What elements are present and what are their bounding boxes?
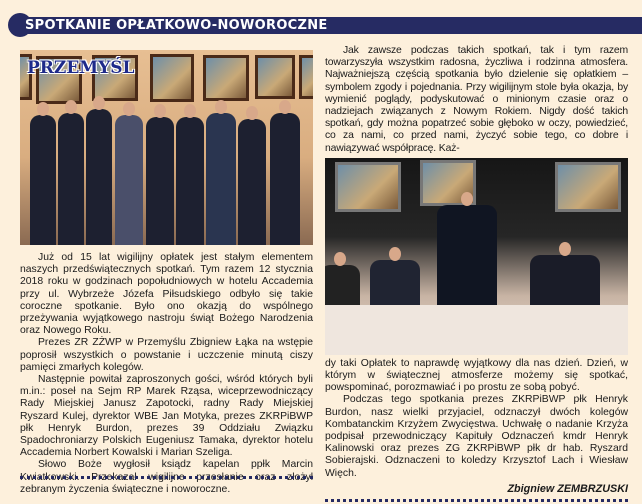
ceremony-photo [325,158,628,355]
person [30,115,56,245]
right-column-text-bottom [325,358,628,495]
person [176,117,204,245]
left-column-text [20,252,313,496]
painting [203,55,249,101]
paragraph: Następnie powitał zaproszonych gości, wśród których byli m.in.: poseł na Sejm RP Marek Rząsa, wiceprzewodniczący Rady Miejskiej Janusz Zapotocki, radny Rady Miejskiej Ryszard Kulej, dyrektor WBE Jan Motyka, prezes ZKRPiBWP płk Henryk Burdon, prezes 39 Oddziału Związku Spadochroniarzy Polskich Eugeniusz Tamaka, dyrektor hotelu Accademia Norbert Kowalski i Marian Szeliga. [20,374,313,459]
painting [555,162,621,212]
author-signature: Zbigniew ZEMBRZUSKI [507,482,628,495]
painting [150,54,194,102]
person [238,119,266,245]
person [206,113,236,245]
person [146,117,174,245]
right-column [325,45,628,504]
right-column-text-top [325,45,628,155]
group-photo [20,50,313,245]
painting [335,162,401,212]
person [270,113,300,245]
article-header [8,13,642,37]
photo-location-label: PRZEMYŚL [27,58,135,78]
paragraph: Prezes ZR ZŻWP w Przemyślu Zbigniew Łąka na wstępie poprosił wszystkich o powstanie i uczczenie minutą ciszy pamięci zmarłych kolegów. [20,337,313,373]
article-title: SPOTKANIE OPŁATKOWO-NOWOROCZNE [25,18,328,33]
paragraph: Jak zawsze podczas takich spotkań, tak i tym razem towarzyszyła wszystkim radosna, życzliwa i rodzinna atmosfera. Najważniejszą częścią spotkania było dzielenie się opłatkiem – symbolem zgody i pojednania. Przy wigilijnym stole była okazja, by wymienić poglądy, podyskutować o minionym czasie oraz o nadziejach związanych z Nowym Rokiem. Nigdy dość takich spotkań, gdy można popatrzeć sobie głęboko w oczy, powiedzieć, co za nami, co przed nami, życzyć sobie tego, co dobre i nawiązywać współpracę. Każ- [325,45,628,154]
dotted-divider [20,476,313,481]
paragraph: dy taki Opłatek to naprawdę wyjątkowy dla nas dzień. Dzień, w którym w świątecznej atmosferze możemy się spotkać, powspominać, porozmawiać i po prostu ze sobą pobyć. [325,357,628,394]
paragraph: Już od 15 lat wigilijny opłatek jest stałym elementem naszych przedświątecznych spotkań. Tym razem 12 stycznia 2018 roku w godzinach popołudniowych w hotelu Accademia przy ul. Wybrzeże Józefa Piłsudskiego odbyło się takie coroczne spotkanie. Było ono okazją do wspólnego przeżywania wyjątkowego nastroju świąt Bożego Narodzenia oraz Nowego Roku. [20,252,313,337]
painting [255,55,295,99]
paragraph: Podczas tego spotkania prezes ZKRPiBWP płk Henryk Burdon, nasz wielki przyjaciel, odznaczył dwóch kolegów Kombatanckim Krzyżem Zwycięstwa. Uchwałę o nadanie Krzyża podpisał przewodniczący Kapituły Odznaczeń kmdr Henryk Kalinowski oraz prezes ZG ZKRPiBWP płk dr hab. Ryszard Sobierajski. Odznaczeni to koledzy Krzysztof Lach i Wiesław Więch. [325,394,628,479]
person [86,109,112,245]
paragraph: Słowo Boże wygłosił ksiądz kapelan ppłk Marcin Kwiatkowski. Przekazał wigilijne przesłanie oraz złożył zebranym życzenia świąteczne i noworoczne. [20,459,313,495]
person [115,115,143,245]
table [325,305,628,355]
painting [299,55,313,99]
dotted-divider [325,499,628,504]
person [58,113,84,245]
